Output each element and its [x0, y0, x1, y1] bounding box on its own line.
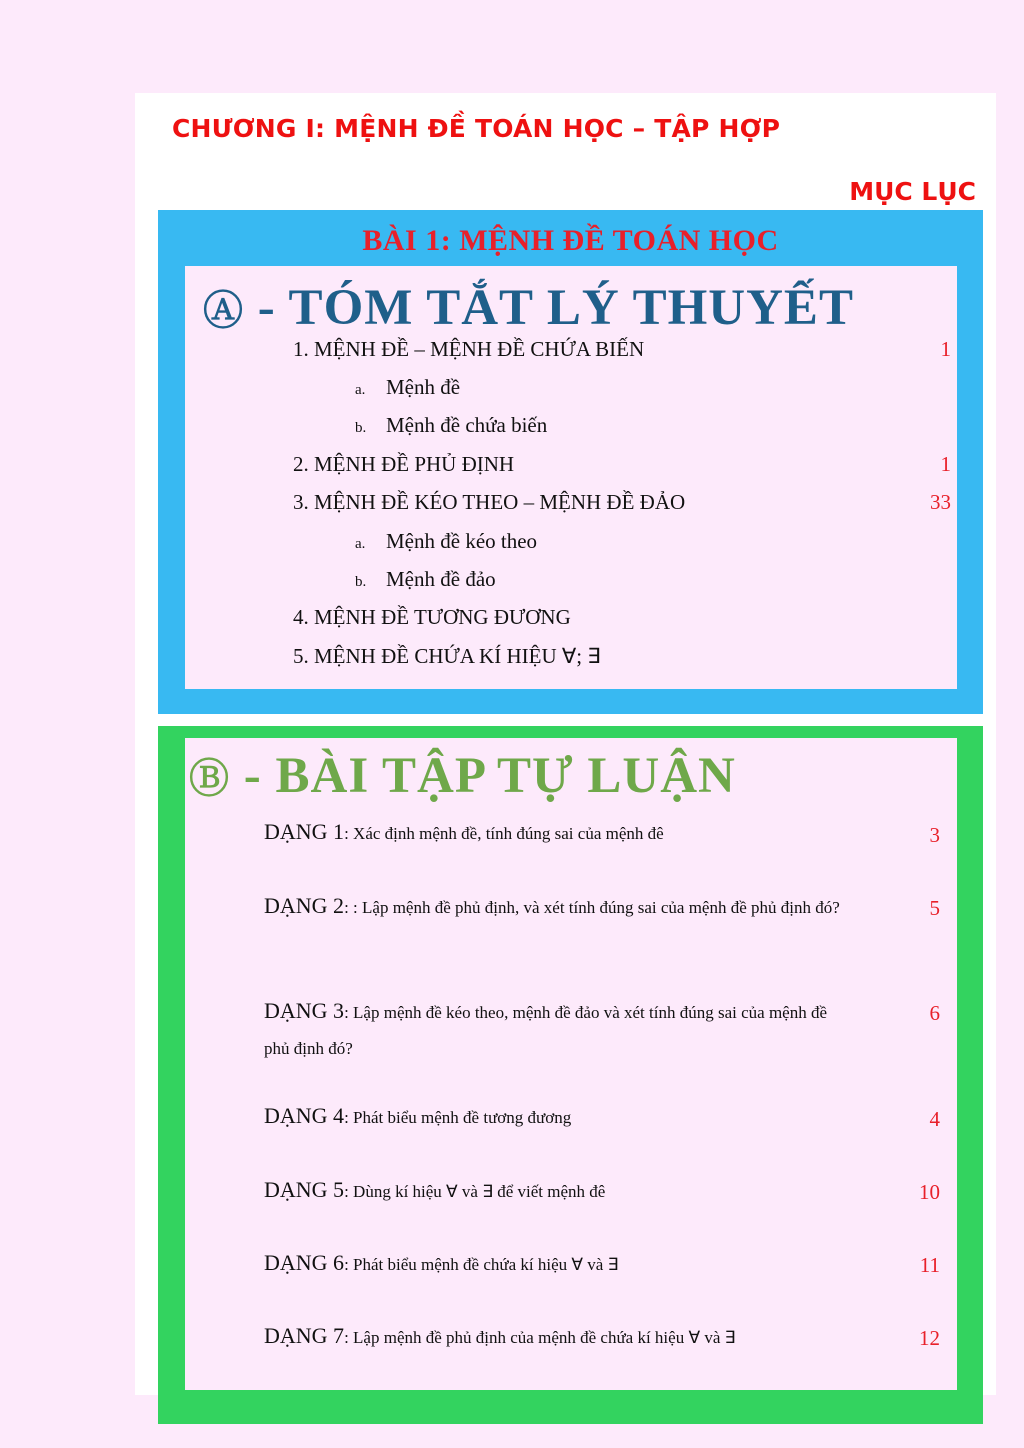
toc-link-label: 1. MỆNH ĐỀ – MỆNH ĐỀ CHỨA BIẾN — [293, 337, 645, 361]
toc-page-number: 1 — [940, 337, 951, 361]
toc-sub-marker: b. — [355, 420, 367, 436]
toc-link-label: 2. MỆNH ĐỀ PHỦ ĐỊNH — [293, 452, 515, 476]
toc-link-label: Mệnh đề — [386, 375, 461, 399]
theory-summary-panel — [185, 266, 957, 689]
exercise-type-3[interactable] — [264, 995, 844, 1067]
toc-link-1b[interactable] — [355, 412, 547, 441]
toc-link-label: Mệnh đề chứa biến — [386, 413, 548, 437]
exercise-list-panel — [185, 738, 957, 1390]
lesson-panel — [158, 210, 983, 714]
toc-link-label: 5. MỆNH ĐỀ CHỨA KÍ HIỆU ∀; ∃ — [293, 644, 601, 668]
exercise-page-number: 3 — [929, 823, 940, 847]
exercise-page-number: 10 — [919, 1180, 940, 1204]
section-a-title-text: - TÓM TẮT LÝ THUYẾT — [244, 280, 854, 336]
exercise-type-label: DẠNG 2 — [264, 893, 345, 918]
toc-link-2[interactable] — [293, 451, 514, 477]
exercise-type-text: : Dùng kí hiệu ∀ và ∃ để viết mệnh đê — [344, 1182, 606, 1201]
toc-link-1[interactable] — [293, 336, 644, 362]
exercise-type-7[interactable] — [264, 1320, 844, 1356]
exercise-type-label: DẠNG 7 — [264, 1323, 345, 1348]
toc-link-label: Mệnh đề đảo — [386, 567, 496, 591]
toc-link-4[interactable] — [293, 604, 571, 630]
toc-link-label: 3. MỆNH ĐỀ KÉO THEO – MỆNH ĐỀ ĐẢO — [293, 490, 686, 514]
exercise-page-number: 4 — [929, 1107, 940, 1131]
exercise-type-text: : Phát biểu mệnh đề chứa kí hiệu ∀ và ∃ — [344, 1255, 619, 1274]
exercise-type-label: DẠNG 5 — [264, 1177, 345, 1202]
toc-link-3a[interactable] — [355, 528, 537, 557]
toc-link-3b[interactable] — [355, 566, 496, 595]
toc-sub-marker: b. — [355, 574, 367, 590]
exercise-type-label: DẠNG 6 — [264, 1250, 345, 1275]
toc-link-label: Mệnh đề kéo theo — [386, 529, 538, 553]
toc-page-number: 33 — [930, 490, 951, 514]
toc-link-3[interactable] — [293, 489, 685, 515]
circled-a-icon: Ⓐ — [203, 288, 244, 334]
exercise-type-label: DẠNG 3 — [264, 998, 345, 1023]
exercise-type-text: : Xác định mệnh đề, tính đúng sai của mệnh đê — [344, 824, 664, 843]
section-a-title — [203, 280, 854, 339]
exercise-type-1[interactable] — [264, 816, 844, 852]
exercise-type-label: DẠNG 4 — [264, 1103, 345, 1128]
toc-link-5[interactable] — [293, 643, 601, 669]
circled-b-icon: Ⓑ — [189, 756, 230, 802]
toc-sub-marker: a. — [355, 536, 366, 552]
exercise-page-number: 6 — [929, 1001, 940, 1025]
exercise-panel — [158, 726, 983, 1424]
exercise-page-number: 11 — [919, 1253, 940, 1277]
toc-link-label: 4. MỆNH ĐỀ TƯƠNG ĐƯƠNG — [293, 605, 571, 629]
exercise-page-number: 12 — [919, 1326, 940, 1350]
chapter-title: CHƯƠNG I: MỆNH ĐỀ TOÁN HỌC – TẬP HỢP — [172, 114, 781, 143]
exercise-type-5[interactable] — [264, 1174, 844, 1210]
exercise-type-text: : Lập mệnh đề phủ định của mệnh đề chứa kí hiệu ∀ và ∃ — [344, 1328, 736, 1347]
toc-sub-marker: a. — [355, 382, 366, 398]
exercise-type-text: : Phát biểu mệnh đề tương đương — [344, 1108, 572, 1127]
exercise-type-label: DẠNG 1 — [264, 819, 345, 844]
lesson-title: BÀI 1: MỆNH ĐỀ TOÁN HỌC — [362, 224, 779, 257]
exercise-type-text: : Lập mệnh đề kéo theo, mệnh đề đảo và xét tính đúng sai của mệnh đề phủ định đó? — [264, 1003, 828, 1058]
section-b-title-text: - BÀI TẬP TỰ LUẬN — [230, 748, 736, 804]
exercise-type-6[interactable] — [264, 1247, 844, 1283]
exercise-page-number: 5 — [929, 896, 940, 920]
toc-link-1a[interactable] — [355, 374, 460, 403]
exercise-type-2[interactable] — [264, 890, 844, 926]
toc-page-number: 1 — [940, 452, 951, 476]
toc-heading: MỤC LỤC — [849, 177, 976, 206]
section-b-title — [189, 748, 736, 807]
exercise-type-4[interactable] — [264, 1100, 844, 1136]
exercise-type-text: : : Lập mệnh đề phủ định, và xét tính đúng sai của mệnh đề phủ định đó? — [344, 898, 840, 917]
